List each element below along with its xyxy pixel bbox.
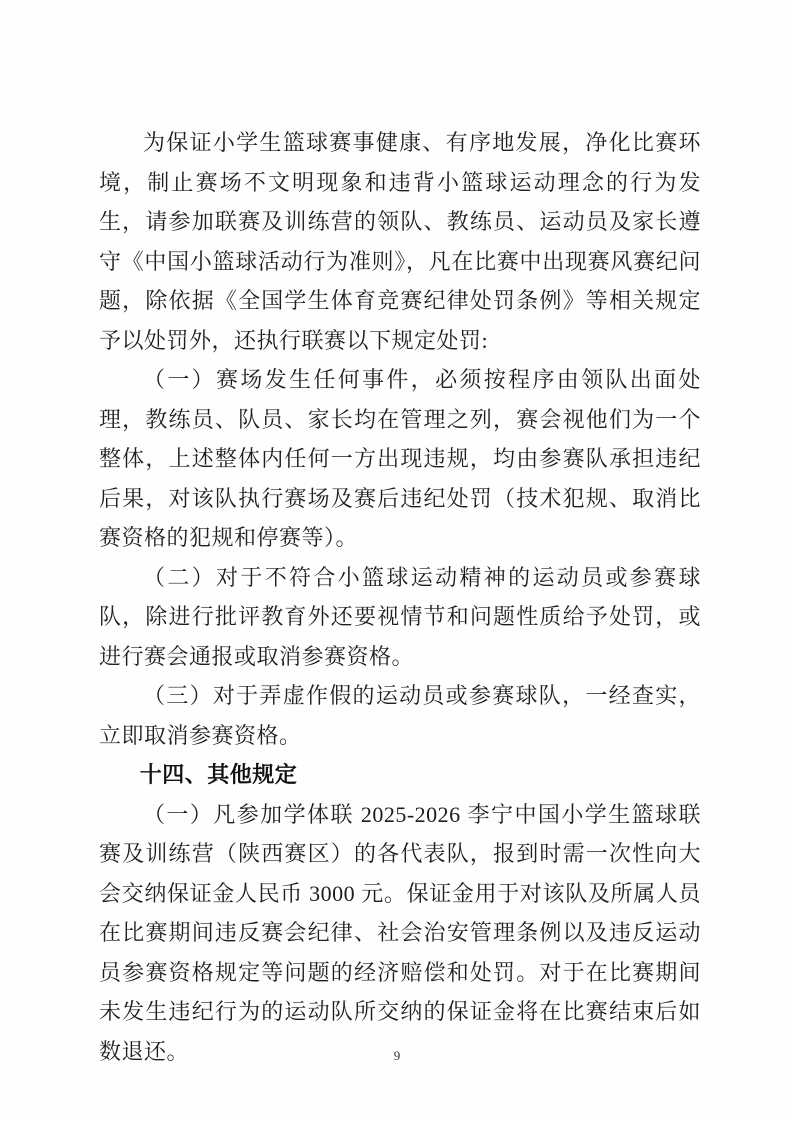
paragraph-rule-2: （二）对于不符合小篮球运动精神的运动员或参赛球队，除进行批评教育外还要视情节和问题性质给予处罚，或进行赛会通报或取消参赛资格。 [99,564,701,669]
document-content [99,123,701,1071]
section-heading-other-rules: 十四、其他规定 [139,762,298,787]
paragraph-deposit-rule: （一）凡参加学体联 2025-2026 李宁中国小学生篮球联赛及训练营（陕西赛区）的各代表队，报到时需一次性向大会交纳保证金人民币 3000 元。保证金用于对该队及所属人员在比赛期间违反赛会纪律、社会治安管理条例以及违反运动员参赛资格规定等问题的经济赔偿和处罚。对于在比赛期间未发生违纪行为的运动队所交纳的保证金将在比赛结束后如数退还。 [99,801,701,1064]
paragraph-rule-3: （三）对于弄虚作假的运动员或参赛球队，一经查实，立即取消参赛资格。 [99,683,701,748]
page-number: 9 [393,1048,401,1063]
paragraph-rule-1: （一）赛场发生任何事件，必须按程序由领队出面处理，教练员、队员、家长均在管理之列，赛会视他们为一个整体，上述整体内任何一方出现违规，均由参赛队承担违纪后果，对该队执行赛场及赛后违纪处罚（技术犯规、取消比赛资格的犯规和停赛等）。 [99,367,701,550]
paragraph-intro-discipline: 为保证小学生篮球赛事健康、有序地发展，净化比赛环境，制止赛场不文明现象和违背小篮球运动理念的行为发生，请参加联赛及训练营的领队、教练员、运动员及家长遵守《中国小篮球活动行为准则》，凡在比赛中出现赛风赛纪问题，除依据《全国学生体育竞赛纪律处罚条例》等相关规定予以处罚外，还执行联赛以下规定处罚: [99,130,701,353]
